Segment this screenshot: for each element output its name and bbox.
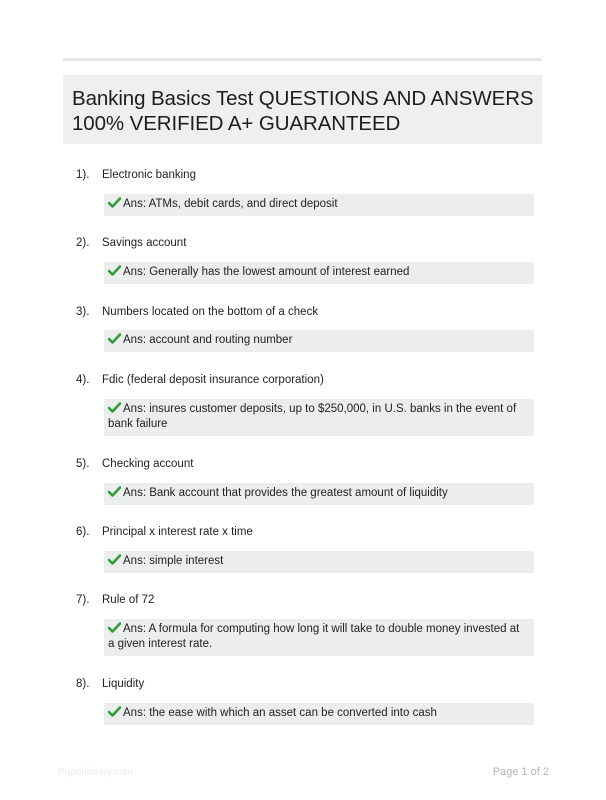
question-number: 4). <box>76 374 90 386</box>
question-text: Liquidity <box>102 678 145 690</box>
question-number: 8). <box>76 678 90 690</box>
question-number: 2). <box>76 237 90 249</box>
answer-box <box>104 194 534 216</box>
check-icon <box>108 486 121 497</box>
answer-box <box>104 551 534 573</box>
check-icon <box>108 265 121 276</box>
question-text: Fdic (federal deposit insurance corporation) <box>102 374 324 386</box>
answer-text: Ans: the ease with which an asset can be converted into cash <box>123 707 437 719</box>
question-text: Checking account <box>102 458 194 470</box>
page-indicator: Page 1 of 2 <box>492 766 549 778</box>
answer-text: Ans: ATMs, debit cards, and direct deposit <box>123 198 338 210</box>
answer-text: Ans: A formula for computing how long it will take to double money invested at a given interest rate. <box>108 623 520 650</box>
question-text: Rule of 72 <box>102 594 155 606</box>
answer-box <box>104 399 534 436</box>
check-icon <box>108 706 121 717</box>
question-number: 1). <box>76 169 90 181</box>
answer-box <box>104 619 534 656</box>
question-text: Numbers located on the bottom of a check <box>102 306 319 318</box>
question-number: 7). <box>76 594 90 606</box>
answer-text: Ans: account and routing number <box>123 334 293 346</box>
answer-box <box>104 330 534 352</box>
question-number: 5). <box>76 458 90 470</box>
title-banner <box>63 75 542 144</box>
check-icon <box>108 333 121 344</box>
answer-box <box>104 703 534 725</box>
answer-box <box>104 262 534 284</box>
answer-text: Ans: Bank account that provides the greatest amount of liquidity <box>123 487 448 499</box>
check-icon <box>108 554 121 565</box>
top-divider <box>63 58 542 61</box>
answer-box <box>104 483 534 505</box>
question-number: 6). <box>76 526 90 538</box>
document-title: Banking Basics Test QUESTIONS AND ANSWERS 100% VERIFIED A+ GUARANTEED <box>72 87 534 135</box>
answer-text: Ans: simple interest <box>123 555 224 567</box>
question-text: Electronic banking <box>102 169 196 181</box>
check-icon <box>108 197 121 208</box>
footer-watermark: Paperlibrary.com <box>58 767 133 778</box>
answer-text: Ans: insures customer deposits, up to $250,000, in U.S. banks in the event of bank failure <box>108 403 517 430</box>
check-icon <box>108 622 121 633</box>
answer-text: Ans: Generally has the lowest amount of interest earned <box>123 266 410 278</box>
question-text: Principal x interest rate x time <box>102 526 253 538</box>
question-text: Savings account <box>102 237 187 249</box>
check-icon <box>108 402 121 413</box>
question-number: 3). <box>76 306 90 318</box>
